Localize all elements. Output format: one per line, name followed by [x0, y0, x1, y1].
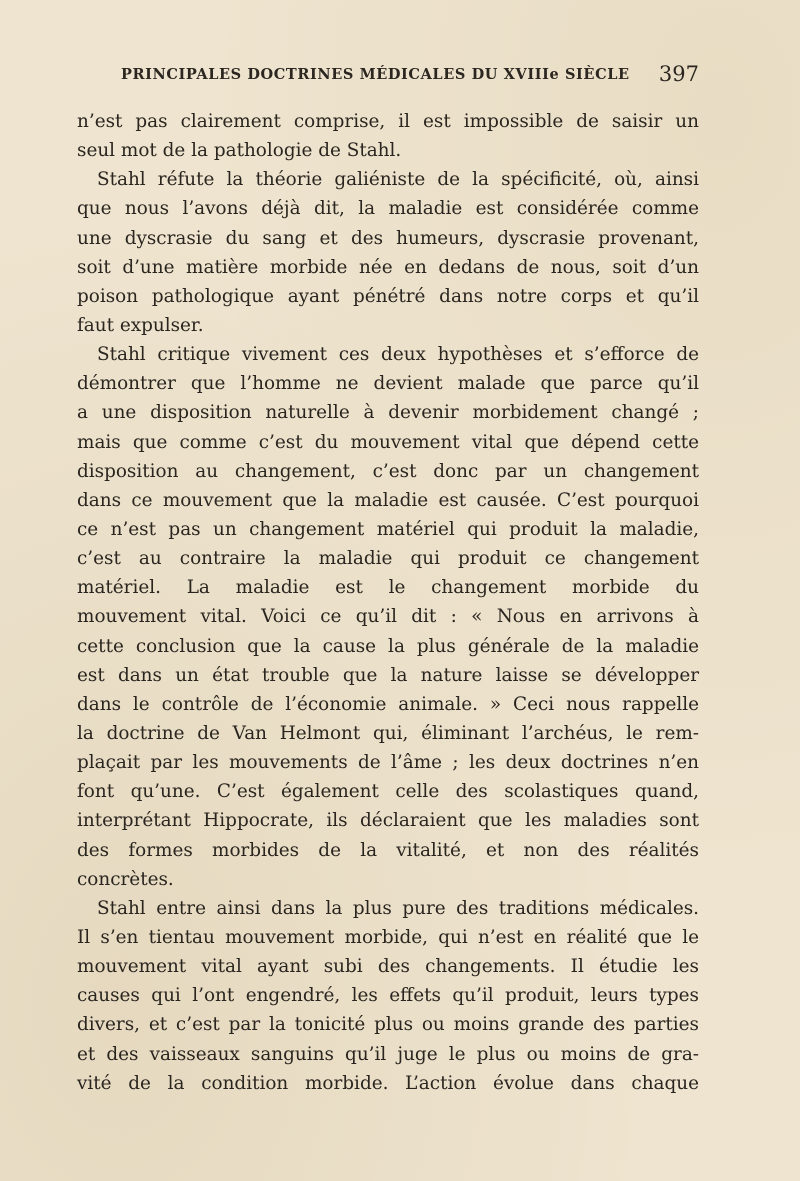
text-line: la doctrine de Van Helmont qui, éliminant l’archéus, le rem-	[77, 722, 699, 744]
text-line: n’est pas clairement comprise, il est impossible de saisir un	[77, 111, 699, 132]
text-line: des formes morbides de la vitalité, et non des réalités	[77, 839, 699, 861]
text-line: vité de la condition morbide. L’action évolue dans chaque	[77, 1072, 699, 1094]
body-text	[77, 107, 699, 1098]
text-line: faut expulser.	[77, 314, 204, 336]
text-line: Stahl entre ainsi dans la plus pure des traditions médicales.	[97, 897, 699, 919]
text-line: ce n’est pas un changement matériel qui produit la maladie,	[77, 518, 699, 540]
text-line: que nous l’avons déjà dit, la maladie est considérée comme	[77, 198, 699, 220]
text-line: divers, et c’est par la tonicité plus ou moins grande des parties	[77, 1014, 699, 1036]
text-line: interprétant Hippocrate, ils déclaraient que les maladies sont	[77, 810, 699, 832]
text-line: disposition au changement, c’est donc par un changement	[77, 460, 699, 482]
text-line: c’est au contraire la maladie qui produit ce changement	[77, 548, 699, 570]
text-line: mouvement vital ayant subi des changements. Il étudie les	[77, 956, 699, 978]
text-line: cette conclusion que la cause la plus générale de la maladie	[77, 635, 699, 657]
text-line: mais que comme c’est du mouvement vital que dépend cette	[77, 431, 699, 453]
running-head	[121, 62, 699, 92]
text-line: seul mot de la pathologie de Stahl.	[77, 140, 402, 162]
text-line: causes qui l’ont engendré, les effets qu’il produit, leurs types	[77, 985, 699, 1007]
text-line: concrètes.	[77, 868, 174, 890]
text-line: est dans un état trouble que la nature laisse se développer	[77, 664, 699, 686]
text-line: dans le contrôle de l’économie animale. » Ceci nous rappelle	[77, 693, 699, 715]
running-title: PRINCIPALES DOCTRINES MÉDICALES DU XVIIIe SIÈCLE	[121, 66, 630, 83]
text-line: mouvement vital. Voici ce qu’il dit : « Nous en arrivons à	[77, 606, 699, 628]
text-line: Stahl critique vivement ces deux hypothèses et s’efforce de	[97, 344, 699, 366]
text-line: a une disposition naturelle à devenir morbidement changé ;	[77, 402, 699, 424]
text-line: plaçait par les mouvements de l’âme ; les deux doctrines n’en	[77, 752, 699, 774]
text-line: Il s’en tientau mouvement morbide, qui n’est en réalité que le	[77, 926, 699, 948]
text-line: et des vaisseaux sanguins qu’il juge le plus ou moins de gra-	[77, 1043, 699, 1065]
text-line: dans ce mouvement que la maladie est causée. C’est pourquoi	[77, 489, 699, 511]
text-line: font qu’une. C’est également celle des scolastiques quand,	[77, 781, 699, 803]
text-line: une dyscrasie du sang et des humeurs, dyscrasie provenant,	[77, 227, 699, 249]
text-line: poison pathologique ayant pénétré dans notre corps et qu’il	[77, 285, 699, 307]
text-line: démontrer que l’homme ne devient malade que parce qu’il	[77, 373, 699, 395]
page-number: 397	[658, 62, 699, 86]
text-line: matériel. La maladie est le changement morbide du	[77, 577, 699, 599]
text-line: Stahl réfute la théorie galiéniste de la spécificité, où, ainsi	[97, 169, 699, 191]
text-line: soit d’une matière morbide née en dedans de nous, soit d’un	[77, 256, 699, 278]
